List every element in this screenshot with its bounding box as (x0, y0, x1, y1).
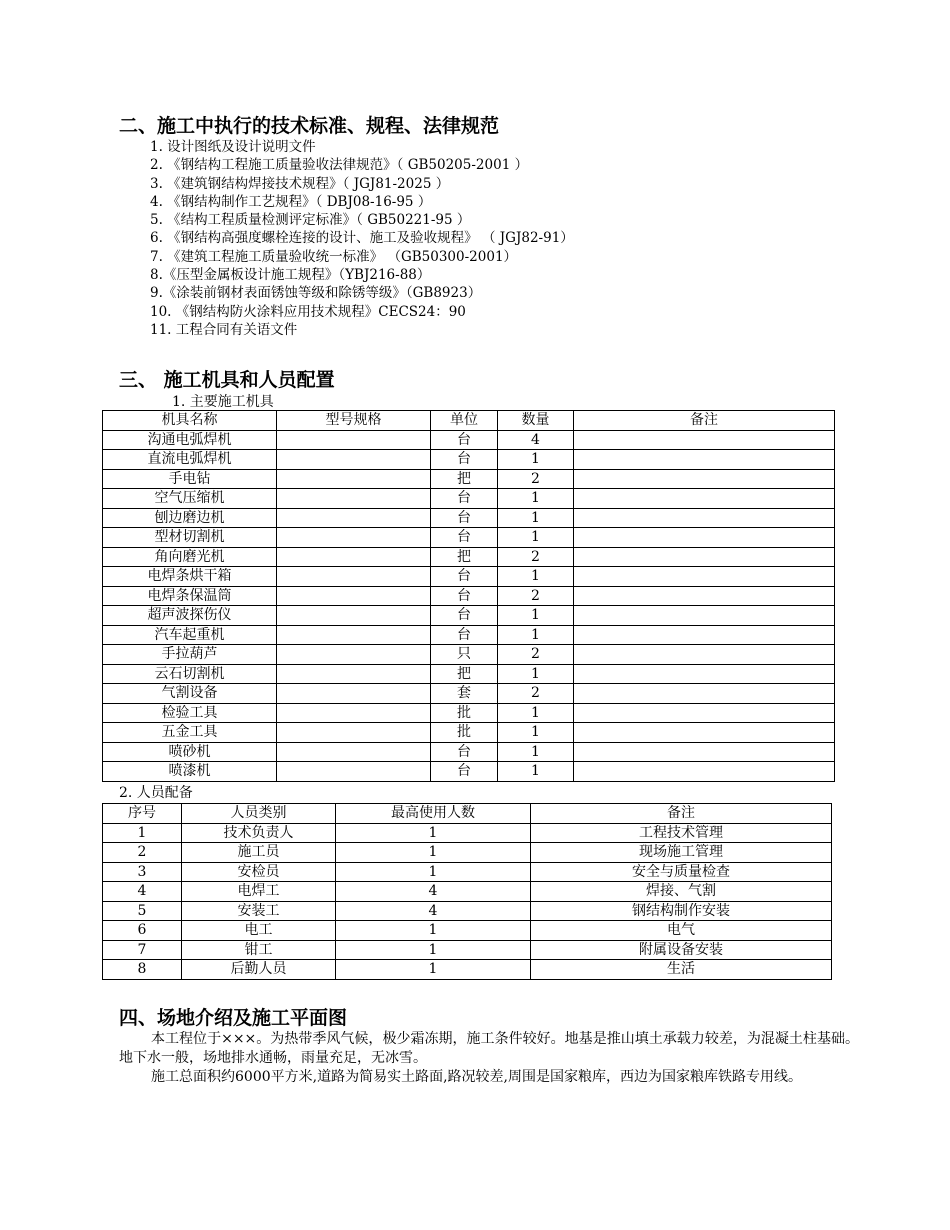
table-cell (277, 742, 431, 762)
table-cell: 1 (498, 762, 574, 782)
table-cell (574, 625, 835, 645)
standards-list (150, 138, 574, 339)
table-cell: 电焊条烘干箱 (103, 567, 277, 587)
table-row (103, 469, 835, 489)
table-cell: 台 (431, 567, 498, 587)
table-cell: 1 (498, 528, 574, 548)
column-header: 机具名称 (103, 411, 277, 431)
table-cell (574, 430, 835, 450)
table-cell: 批 (431, 703, 498, 723)
table-row (103, 862, 832, 882)
table-cell: 安装工 (182, 901, 336, 921)
table-cell: 1 (498, 567, 574, 587)
table-cell: 生活 (531, 960, 832, 980)
table-cell (277, 625, 431, 645)
table-cell (574, 489, 835, 509)
table-cell (277, 664, 431, 684)
column-header: 人员类别 (182, 804, 336, 824)
table-cell: 1 (498, 508, 574, 528)
table-cell: 1 (498, 742, 574, 762)
table-cell: 施工员 (182, 843, 336, 863)
column-header: 数量 (498, 411, 574, 431)
table-cell (277, 684, 431, 704)
table-cell: 工程技术管理 (531, 823, 832, 843)
table-cell: 2 (498, 684, 574, 704)
table-cell: 台 (431, 606, 498, 626)
table-cell: 4 (103, 882, 182, 902)
table-cell: 附属设备安装 (531, 940, 832, 960)
table-cell: 1 (336, 823, 531, 843)
site-area-paragraph: 施工总面积约6000平方米,道路为简易实土路面,路况较差,周围是国家粮库，西边为国家粮库铁路专用线。 (151, 1069, 802, 1085)
table-cell (574, 528, 835, 548)
table-cell: 电气 (531, 921, 832, 941)
column-header: 序号 (103, 804, 182, 824)
table-cell: 8 (103, 960, 182, 980)
table-cell: 台 (431, 430, 498, 450)
table-cell (277, 528, 431, 548)
table-row (103, 586, 835, 606)
equipment-caption: 1. 主要施工机具 (172, 394, 274, 410)
standard-item: 7. 《建筑工程施工质量验收统一标准》 （GB50300-2001） (150, 248, 518, 265)
table-cell: 直流电弧焊机 (103, 450, 277, 470)
table-row (103, 489, 835, 509)
table-cell: 1 (498, 450, 574, 470)
table-cell: 1 (336, 921, 531, 941)
table-cell: 电焊条保温筒 (103, 586, 277, 606)
column-header: 最高使用人数 (336, 804, 531, 824)
standard-item: 9.《涂装前钢材表面锈蚀等级和除锈等级》（GB8923） (150, 285, 482, 302)
standard-item: 3. 《建筑钢结构焊接技术规程》（ JGJ81-2025 ） (150, 175, 450, 192)
table-cell: 1 (336, 843, 531, 863)
table-cell: 沟通电弧焊机 (103, 430, 277, 450)
table-cell (277, 762, 431, 782)
table-cell (277, 645, 431, 665)
table-cell: 套 (431, 684, 498, 704)
table-cell: 台 (431, 508, 498, 528)
table-cell: 1 (498, 723, 574, 743)
table-row (103, 645, 835, 665)
table-cell (277, 508, 431, 528)
table-row (103, 508, 835, 528)
table-cell (574, 723, 835, 743)
section-4-title: 四、场地介绍及施工平面图 (119, 1007, 348, 1029)
table-cell: 台 (431, 586, 498, 606)
table-cell: 焊接、气割 (531, 882, 832, 902)
table-cell: 台 (431, 762, 498, 782)
table-row (103, 567, 835, 587)
staff-table (102, 803, 832, 980)
table-cell: 1 (498, 606, 574, 626)
table-row (103, 960, 832, 980)
table-cell: 喷砂机 (103, 742, 277, 762)
table-cell: 2 (103, 843, 182, 863)
table-cell (574, 645, 835, 665)
table-cell: 云石切割机 (103, 664, 277, 684)
table-cell: 台 (431, 528, 498, 548)
table-cell: 只 (431, 645, 498, 665)
table-cell: 7 (103, 940, 182, 960)
table-cell (574, 586, 835, 606)
section-3-title: 三、 施工机具和人员配置 (119, 369, 335, 391)
table-cell: 3 (103, 862, 182, 882)
table-cell (574, 684, 835, 704)
table-cell: 把 (431, 664, 498, 684)
table-cell: 气割设备 (103, 684, 277, 704)
table-cell: 把 (431, 469, 498, 489)
table-cell: 五金工具 (103, 723, 277, 743)
table-cell: 电焊工 (182, 882, 336, 902)
column-header: 型号规格 (277, 411, 431, 431)
table-cell: 6 (103, 921, 182, 941)
site-description-paragraph: 本工程位于×××。为热带季风气候，极少霜冻期，施工条件较好。地基是推山填土承载力较差，为混凝土柱基础。地下水一般，场地排水通畅，雨量充足，无冰雪。 (119, 1031, 859, 1066)
table-cell (574, 567, 835, 587)
table-cell: 台 (431, 742, 498, 762)
standard-item: 2. 《钢结构工程施工质量验收法律规范》（ GB50205-2001 ） (150, 157, 529, 174)
table-cell: 型材切割机 (103, 528, 277, 548)
table-cell: 刨边磨边机 (103, 508, 277, 528)
column-header: 备注 (531, 804, 832, 824)
table-row (103, 547, 835, 567)
table-cell: 把 (431, 547, 498, 567)
table-row (103, 430, 835, 450)
table-cell (277, 567, 431, 587)
table-cell: 现场施工管理 (531, 843, 832, 863)
table-cell: 1 (498, 489, 574, 509)
standard-item: 8.《压型金属板设计施工规程》（YBJ216-88） (150, 267, 431, 284)
table-cell (277, 489, 431, 509)
table-cell: 1 (103, 823, 182, 843)
table-cell: 1 (336, 960, 531, 980)
table-cell: 2 (498, 586, 574, 606)
standard-item: 4. 《钢结构制作工艺规程》（ DBJ08-16-95 ） (150, 193, 432, 210)
table-row (103, 625, 835, 645)
table-cell: 检验工具 (103, 703, 277, 723)
column-header: 单位 (431, 411, 498, 431)
table-cell (574, 762, 835, 782)
table-cell (574, 664, 835, 684)
table-cell: 钳工 (182, 940, 336, 960)
table-row (103, 528, 835, 548)
table-cell: 1 (498, 664, 574, 684)
table-cell (277, 586, 431, 606)
equipment-table-body (103, 430, 835, 781)
table-row (103, 940, 832, 960)
table-cell: 4 (336, 882, 531, 902)
table-row (103, 882, 832, 902)
standard-item: 10. 《钢结构防火涂料应用技术规程》CECS24：90 (150, 303, 466, 320)
table-cell: 后勤人员 (182, 960, 336, 980)
table-cell: 台 (431, 450, 498, 470)
table-cell: 2 (498, 645, 574, 665)
staff-table-body (103, 823, 832, 979)
table-cell: 手拉葫芦 (103, 645, 277, 665)
table-cell: 角向磨光机 (103, 547, 277, 567)
standard-item: 5. 《结构工程质量检测评定标准》（ GB50221-95 ） (150, 212, 471, 229)
table-cell: 超声波探伤仪 (103, 606, 277, 626)
table-cell: 汽车起重机 (103, 625, 277, 645)
table-cell: 喷漆机 (103, 762, 277, 782)
table-row (103, 703, 835, 723)
section-2-title: 二、施工中执行的技术标准、规程、法律规范 (119, 115, 500, 137)
table-cell: 台 (431, 625, 498, 645)
standard-item: 1. 设计图纸及设计说明文件 (150, 139, 316, 155)
column-header: 备注 (574, 411, 835, 431)
table-row (103, 450, 835, 470)
table-cell (277, 723, 431, 743)
table-cell (277, 450, 431, 470)
table-row (103, 684, 835, 704)
table-row (103, 823, 832, 843)
table-cell (277, 547, 431, 567)
table-cell: 1 (498, 703, 574, 723)
table-cell (574, 742, 835, 762)
table-cell (574, 703, 835, 723)
table-row (103, 723, 835, 743)
table-cell: 批 (431, 723, 498, 743)
table-cell: 4 (336, 901, 531, 921)
table-cell: 技术负责人 (182, 823, 336, 843)
table-row (103, 921, 832, 941)
table-cell (277, 703, 431, 723)
table-header-row (103, 804, 832, 824)
table-cell: 2 (498, 469, 574, 489)
table-cell: 手电钻 (103, 469, 277, 489)
table-cell: 空气压缩机 (103, 489, 277, 509)
table-cell: 1 (336, 862, 531, 882)
table-cell: 安全与质量检查 (531, 862, 832, 882)
table-cell: 台 (431, 489, 498, 509)
staff-caption: 2. 人员配备 (119, 785, 193, 801)
standard-item: 11. 工程合同有关语文件 (150, 321, 298, 338)
table-cell (574, 450, 835, 470)
table-cell (574, 606, 835, 626)
table-cell (277, 606, 431, 626)
table-cell: 电工 (182, 921, 336, 941)
standard-item: 6. 《钢结构高强度螺栓连接的设计、施工及验收规程》 （ JGJ82-91） (150, 230, 574, 247)
table-cell (574, 508, 835, 528)
table-row (103, 742, 835, 762)
equipment-table (102, 410, 835, 782)
table-cell (574, 469, 835, 489)
table-row (103, 762, 835, 782)
table-cell: 安检员 (182, 862, 336, 882)
table-row (103, 606, 835, 626)
table-cell: 4 (498, 430, 574, 450)
table-cell (574, 547, 835, 567)
table-cell: 1 (336, 940, 531, 960)
table-row (103, 843, 832, 863)
table-row (103, 901, 832, 921)
table-cell: 1 (498, 625, 574, 645)
table-cell (277, 430, 431, 450)
table-header-row (103, 411, 835, 431)
table-cell: 2 (498, 547, 574, 567)
table-cell (277, 469, 431, 489)
table-row (103, 664, 835, 684)
table-cell: 5 (103, 901, 182, 921)
table-cell: 钢结构制作安装 (531, 901, 832, 921)
